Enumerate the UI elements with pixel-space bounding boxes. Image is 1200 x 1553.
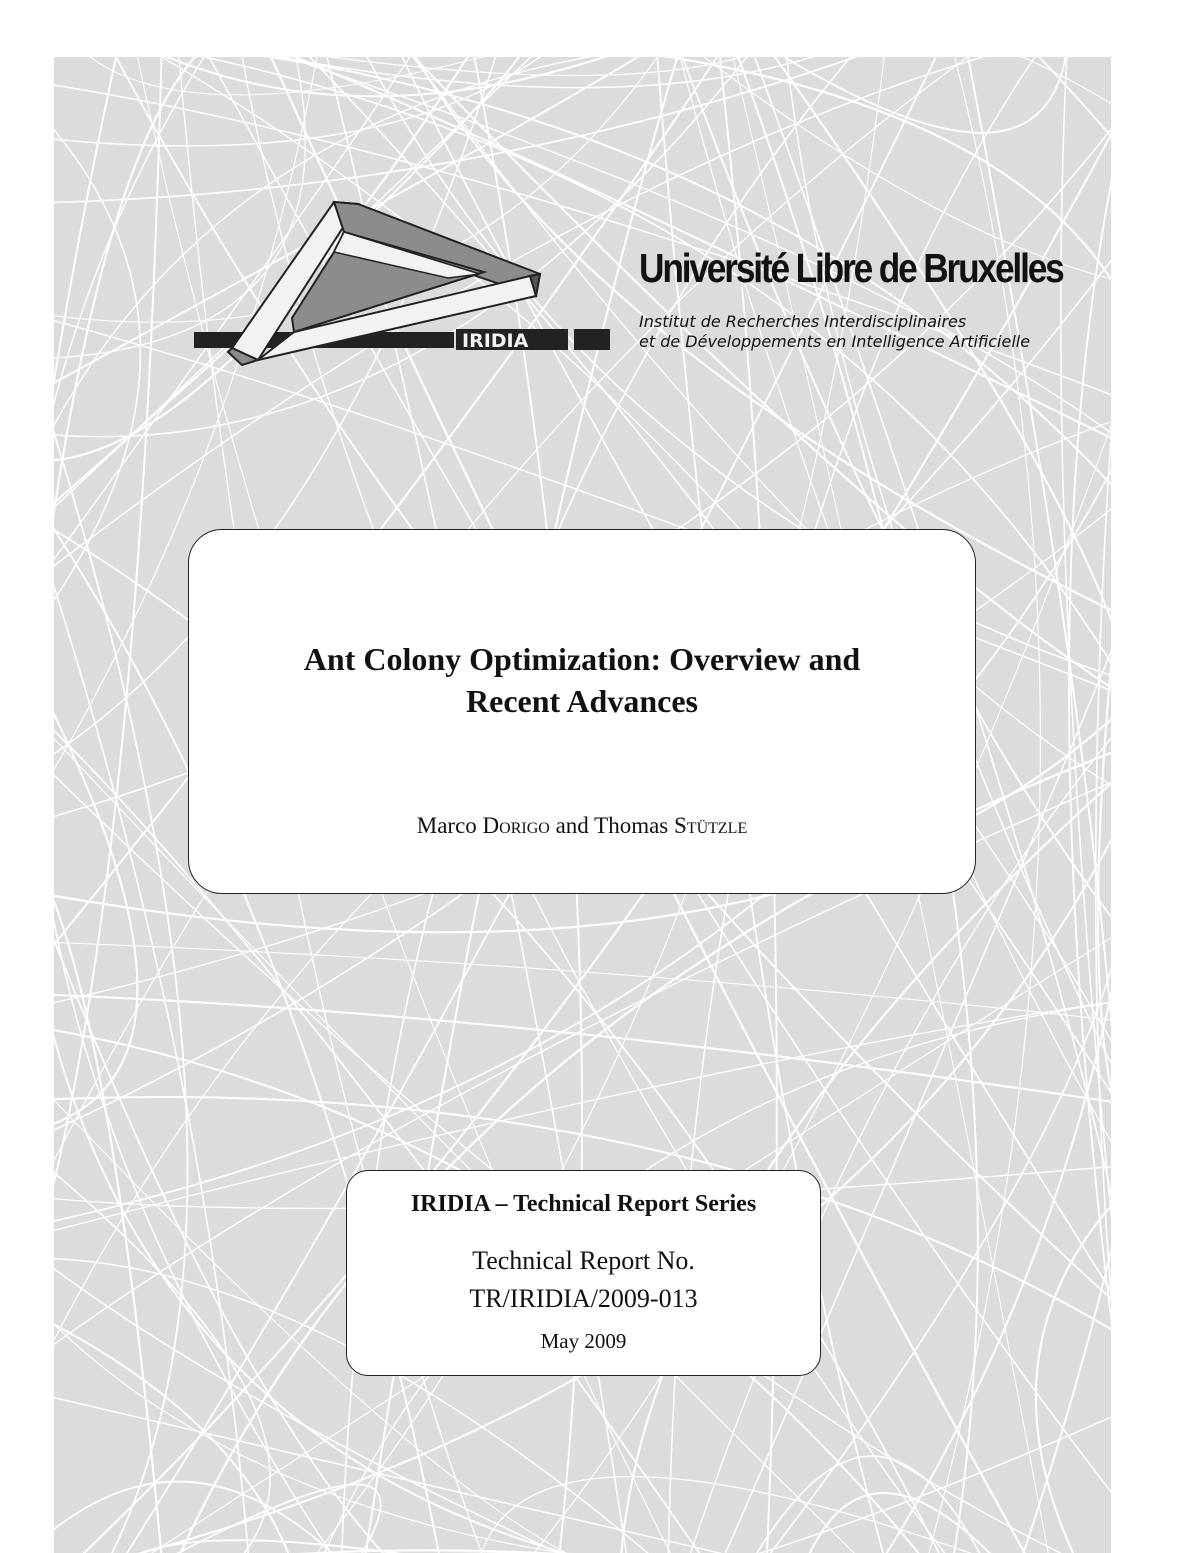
decorative-line <box>294 1408 1111 1553</box>
decorative-line <box>54 1156 270 1553</box>
report-number-label: Technical Report No. <box>472 1246 695 1275</box>
author-conjunction: and <box>555 813 589 838</box>
author-list <box>189 813 975 839</box>
report-title <box>189 638 975 722</box>
decorative-line <box>1069 91 1111 1469</box>
decorative-line <box>123 57 660 96</box>
decorative-line <box>555 57 1111 116</box>
institute-name-line-2: et de Développements en Intelligence Artificielle <box>639 332 1031 351</box>
decorative-line <box>755 787 1111 1553</box>
decorative-line <box>54 1393 805 1553</box>
author-2-family: Stützle <box>674 813 748 838</box>
decorative-line <box>54 57 911 203</box>
author-1-given: Marco <box>416 813 477 838</box>
author-2-given: Thomas <box>594 813 669 838</box>
author-1-family: Dorigo <box>482 813 550 838</box>
report-number: TR/IRIDIA/2009-013 <box>469 1284 698 1313</box>
university-name: Université Libre de Bruxelles <box>639 245 1063 291</box>
title-line-1: Ant Colony Optimization: Overview and <box>303 641 861 677</box>
decorative-line <box>992 57 1111 69</box>
title-line-2: Recent Advances <box>466 683 698 719</box>
title-box <box>188 529 976 894</box>
decorative-line <box>54 942 1111 1023</box>
institute-name-line-1: Institut de Recherches Interdisciplinaires <box>639 312 967 331</box>
logo-text: IRIDIA <box>462 330 529 352</box>
report-series: IRIDIA – Technical Report Series <box>410 1191 757 1217</box>
decorative-line <box>54 57 162 1259</box>
report-date: May 2009 <box>540 1329 627 1353</box>
report-info-box <box>346 1170 821 1376</box>
iridia-logo <box>184 192 624 372</box>
